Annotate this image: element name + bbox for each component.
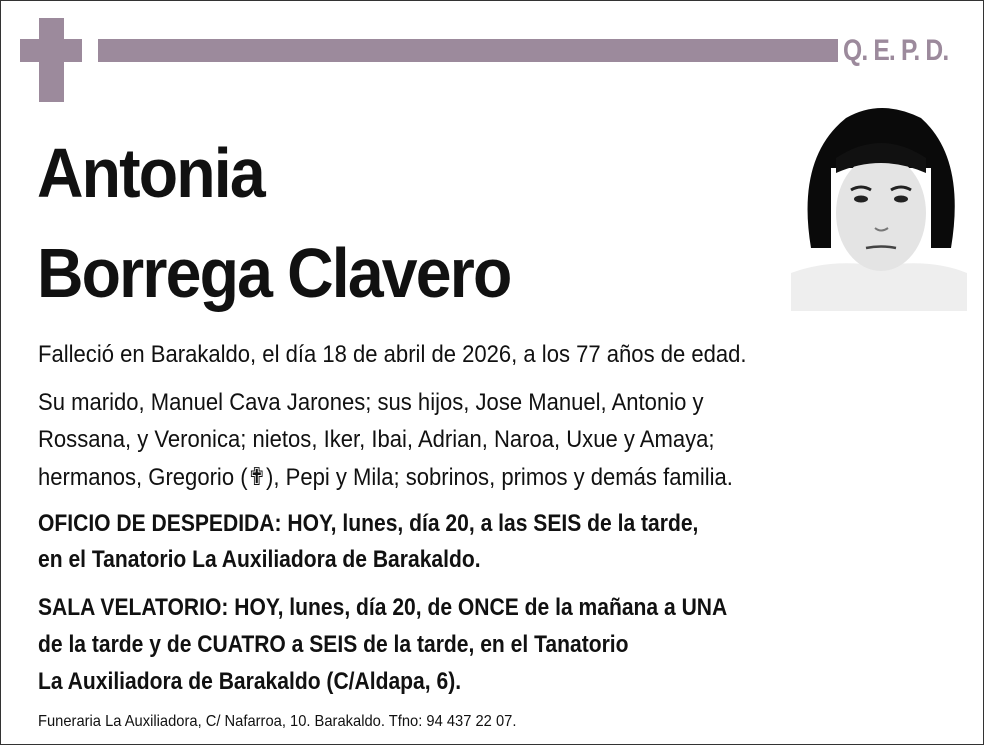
deceased-photo [791,98,967,311]
wake-line: SALA VELATORIO: HOY, lunes, día 20, de ONCE de la mañana a UNA [38,594,728,621]
wake-line: de la tarde y de CUATRO a SEIS de la tarde, en el Tanatorio [38,631,629,658]
deceased-last-name: Borrega Clavero [37,234,511,312]
header-bar [98,39,838,62]
family-line: Rossana, y Veronica; nietos, Iker, Ibai, Adrian, Naroa, Uxue y Amaya; [38,426,715,453]
funeral-home-footer: Funeraria La Auxiliadora, C/ Nafarroa, 10. Barakaldo. Tfno: 94 437 22 07. [38,713,517,730]
death-statement: Falleció en Barakaldo, el día 18 de abril de 2026, a los 77 años de edad. [38,341,747,368]
deceased-first-name: Antonia [37,134,264,212]
family-line: hermanos, Gregorio (✟), Pepi y Mila; sobrinos, primos y demás familia. [38,464,733,491]
qepd-label: Q. E. P. D. [843,34,949,67]
cross-icon-arm [20,39,82,62]
family-line: Su marido, Manuel Cava Jarones; sus hijos, Jose Manuel, Antonio y [38,389,704,416]
service-line: OFICIO DE DESPEDIDA: HOY, lunes, día 20, a las SEIS de la tarde, [38,510,699,537]
service-line: en el Tanatorio La Auxiliadora de Barakaldo. [38,546,481,573]
wake-line: La Auxiliadora de Barakaldo (C/Aldapa, 6). [38,668,462,695]
